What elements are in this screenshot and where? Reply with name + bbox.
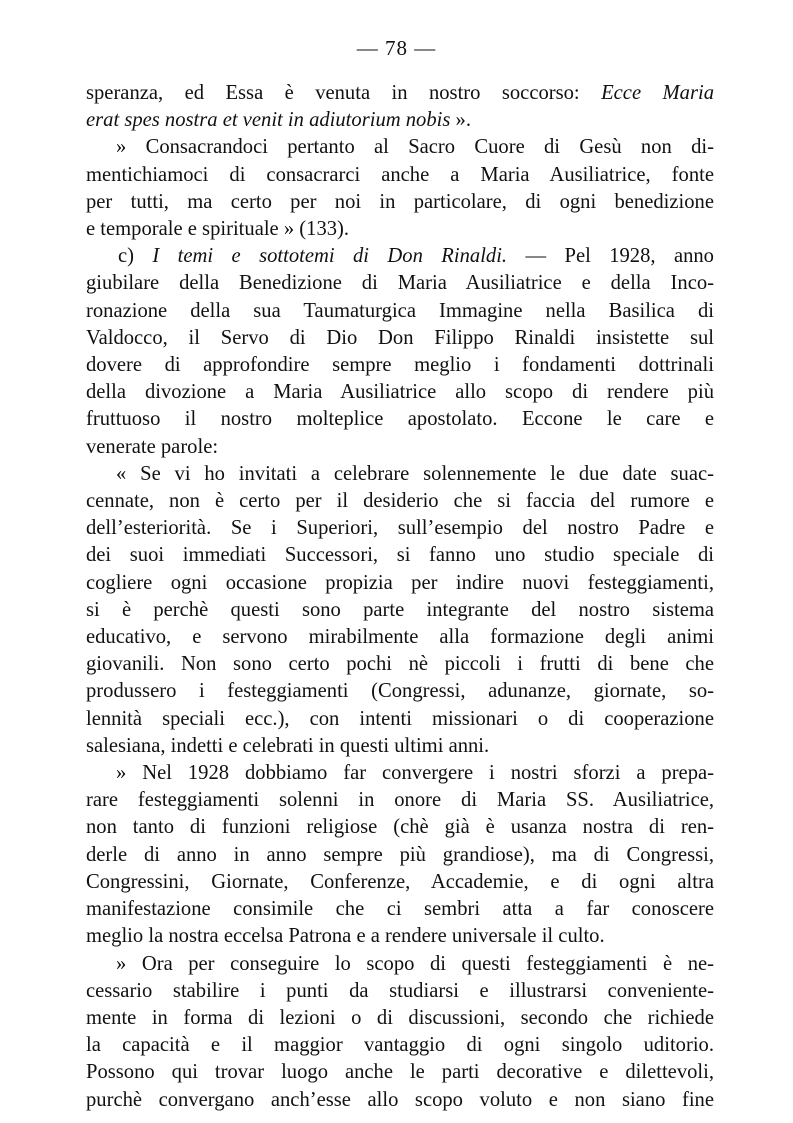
text-line	[86, 651, 714, 678]
text-line-roman: Congressini, Giornate, Conferenze, Accademie, e di ogni altra	[86, 870, 714, 893]
text-line	[86, 107, 714, 134]
text-line	[86, 461, 714, 488]
text-line-roman: salesiana, indetti e celebrati in questi ultimi anni.	[86, 734, 490, 757]
text-line	[86, 1032, 714, 1059]
text-line	[86, 733, 714, 760]
text-line-roman: della divozione a Maria Ausiliatrice allo scopo di rendere più	[86, 381, 714, 404]
text-line	[86, 896, 714, 923]
text-line-roman: fruttuoso il nostro molteplice apostolato. Eccone le care e	[86, 408, 714, 431]
text-line	[86, 787, 714, 814]
text-line-roman: speranza, ed Essa è venuta in nostro soccorso:	[86, 82, 602, 104]
text-line	[86, 842, 714, 869]
text-line-roman: Possono qui trovar luogo anche le parti decorative e dilettevoli,	[86, 1061, 714, 1084]
text-line-roman: c)	[118, 245, 153, 268]
text-line	[86, 352, 714, 379]
text-line-after: — Pel 1928, anno	[507, 245, 714, 268]
text-line-roman: cennate, non è certo per il desiderio che si faccia del rumore e	[86, 490, 714, 513]
text-line	[86, 1059, 714, 1086]
text-line-roman: giubilare della Benedizione di Maria Ausiliatrice e della Inco-	[86, 272, 714, 295]
text-line	[86, 80, 714, 107]
text-line	[86, 216, 714, 243]
text-line-roman: » Consacrandoci pertanto al Sacro Cuore di Gesù non di-	[116, 136, 714, 159]
text-line-roman: e temporale e spirituale » (133).	[86, 218, 350, 241]
text-line-roman: per tutti, ma certo per noi in particolare, di ogni benedizione	[86, 190, 714, 213]
text-line-roman: si è perchè questi sono parte integrante del nostro sistema	[86, 598, 714, 621]
text-line	[86, 406, 714, 433]
text-line-roman: dei suoi immediati Successori, si fanno uno studio speciale di	[86, 544, 714, 567]
text-line-roman: » Ora per conseguire lo scopo di questi festeggiamenti è ne-	[116, 952, 714, 975]
page-number: — 78 —	[356, 36, 437, 60]
text-line-roman: mente in forma di lezioni o di discussioni, secondo che richiede	[86, 1006, 714, 1029]
text-line	[86, 162, 714, 189]
text-line	[86, 515, 714, 542]
text-line-italic: erat spes nostra et venit in adiutorium nobis	[86, 109, 451, 132]
text-line-roman: mentichiamoci di consacrarci anche a Maria Ausiliatrice, fonte	[86, 163, 714, 186]
text-line-roman: manifestazione consimile che ci sembri atta a far conoscere	[86, 898, 714, 921]
text-line	[86, 542, 714, 569]
text-line	[86, 951, 714, 978]
text-line	[86, 434, 714, 461]
body-text	[86, 80, 714, 1114]
text-line	[86, 298, 714, 325]
text-line	[86, 1087, 714, 1114]
text-line-roman: non tanto di funzioni religiose (chè già è usanza nostra di ren-	[86, 816, 714, 839]
text-line	[86, 325, 714, 352]
text-line	[86, 488, 714, 515]
text-line	[86, 706, 714, 733]
text-line	[86, 624, 714, 651]
text-line-roman: venerate parole:	[86, 435, 219, 458]
text-line-roman: lennità speciali ecc.), con intenti missionari o di cooperazione	[86, 707, 714, 730]
text-line-roman: dell’esteriorità. Se i Superiori, sull’esempio del nostro Padre e	[86, 517, 714, 540]
text-line	[86, 379, 714, 406]
text-line-roman: produssero i festeggiamenti (Congressi, adunanze, giornate, so-	[86, 680, 714, 703]
text-line-roman: dovere di approfondire sempre meglio i fondamenti dottrinali	[86, 354, 714, 377]
text-line-roman: Valdocco, il Servo di Dio Don Filippo Rinaldi insistette sul	[86, 326, 714, 349]
text-line-roman: cessario stabilire i punti da studiarsi e illustrarsi conveniente-	[86, 979, 714, 1002]
text-line-roman: rare festeggiamenti solenni in onore di Maria SS. Ausiliatrice,	[86, 789, 714, 812]
text-line	[86, 570, 714, 597]
text-line	[86, 243, 714, 270]
text-line-roman: « Se vi ho invitati a celebrare solennemente le due date suac-	[116, 462, 714, 485]
text-line	[86, 923, 714, 950]
text-line-roman: educativo, e servono mirabilmente alla formazione degli animi	[86, 626, 714, 649]
text-line	[86, 270, 714, 297]
text-line-roman: meglio la nostra eccelsa Patrona e a rendere universale il culto.	[86, 925, 605, 948]
text-line	[86, 1005, 714, 1032]
text-line-italic: Ecce Maria	[601, 82, 714, 104]
text-line	[86, 869, 714, 896]
text-line-roman: purchè convergano anch’esse allo scopo voluto e non siano fine	[86, 1088, 714, 1111]
text-line-italic: I temi e sottotemi di Don Rinaldi.	[152, 245, 508, 268]
text-line	[86, 814, 714, 841]
text-line	[86, 978, 714, 1005]
text-line-roman: la capacità e il maggior vantaggio di ogni singolo uditorio.	[86, 1034, 714, 1057]
text-line	[86, 678, 714, 705]
text-line	[86, 597, 714, 624]
text-line-roman: cogliere ogni occasione propizia per indire nuovi festeggiamenti,	[86, 571, 714, 594]
text-line	[86, 189, 714, 216]
text-line	[86, 760, 714, 787]
text-line-roman: derle di anno in anno sempre più grandiose), ma di Congressi,	[86, 843, 714, 866]
text-line-roman: ronazione della sua Taumaturgica Immagine nella Basilica di	[86, 299, 714, 322]
text-line-roman: » Nel 1928 dobbiamo far convergere i nostri sforzi a prepa-	[116, 762, 714, 785]
text-line-roman: giovanili. Non sono certo pochi nè piccoli i frutti di bene che	[86, 653, 714, 676]
text-line-after: ».	[450, 109, 471, 132]
text-line	[86, 134, 714, 161]
